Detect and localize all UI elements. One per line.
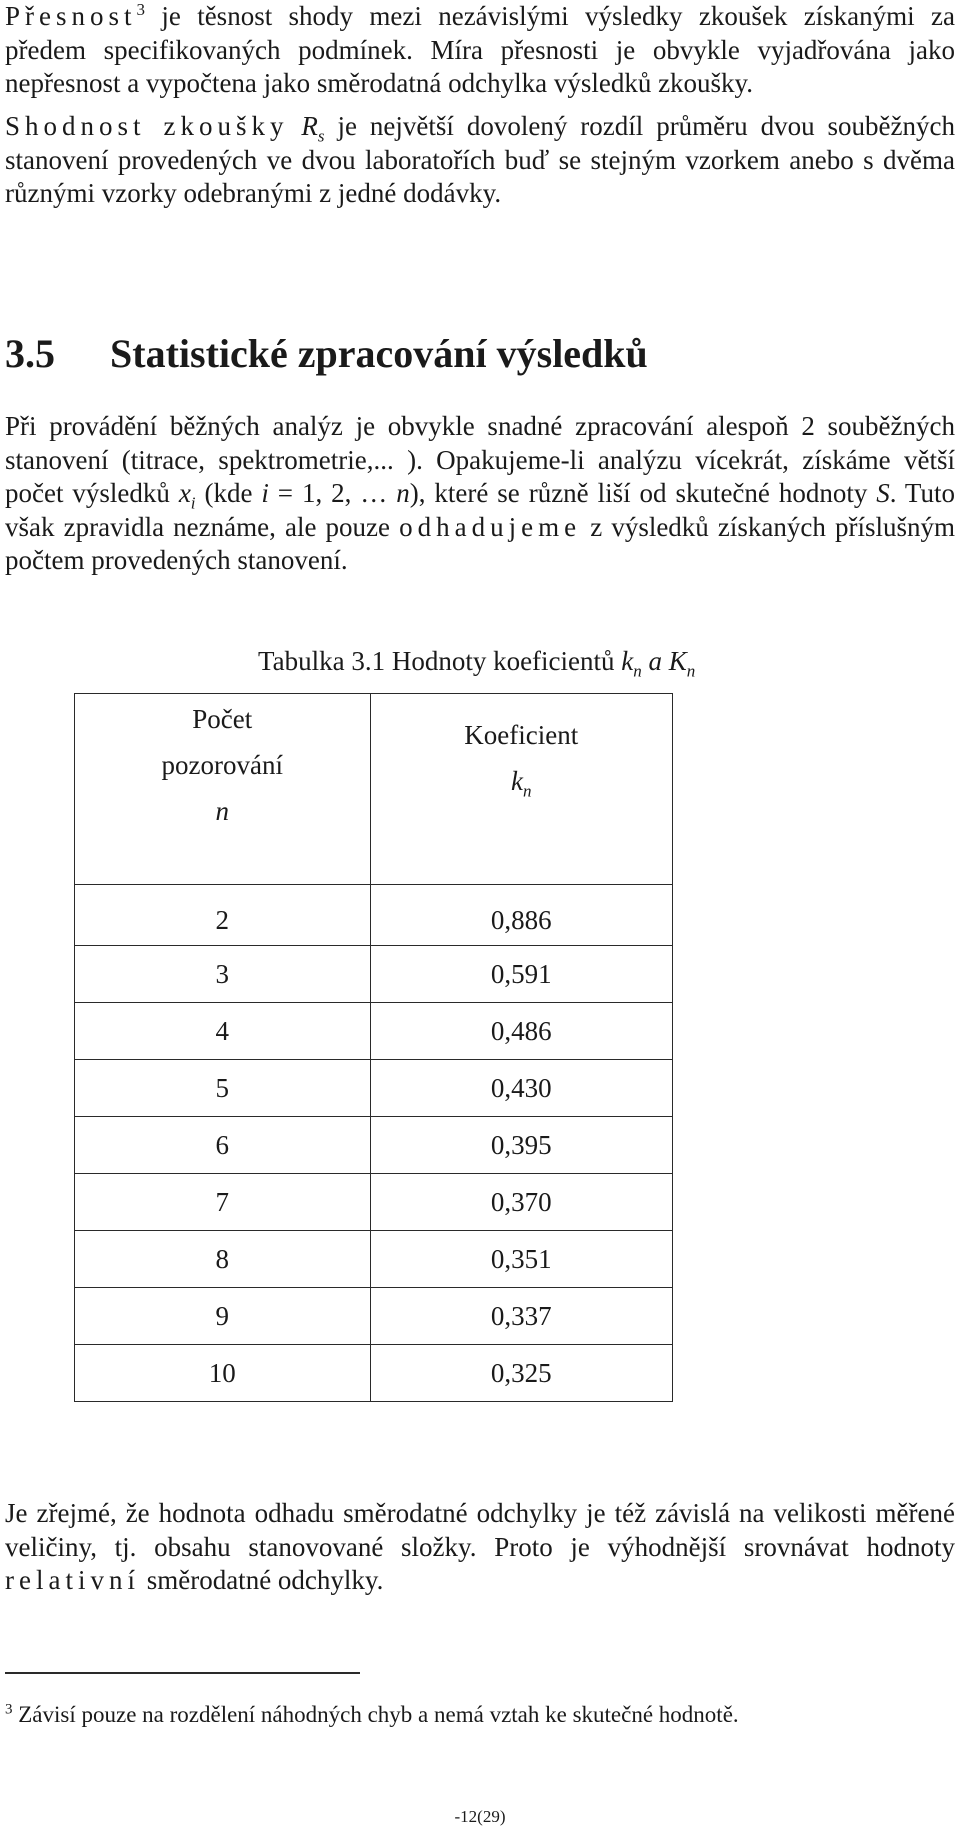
cell-kn: 0,337 [370, 1288, 672, 1345]
spaced-word: odhadujeme [399, 511, 582, 542]
symbol-r: R [301, 111, 318, 141]
table-header-row [75, 694, 673, 885]
cell-n: 6 [75, 1117, 371, 1174]
cell-kn: 0,486 [370, 1003, 672, 1060]
table-row [75, 1345, 673, 1402]
coefficients-table [74, 693, 673, 1402]
table-row [75, 1003, 673, 1060]
term-precision: Přesnost [5, 1, 137, 31]
text-run: z výsledků získaných příslušným počtem provedených stanovení. [5, 511, 956, 575]
term-reproducibility: Shodnost zkoušky [5, 111, 289, 141]
footnote [5, 1700, 739, 1730]
header-line: pozorování [161, 750, 283, 780]
symbol-x: x [178, 478, 191, 508]
table-row [75, 946, 673, 1003]
caption-and: a [641, 646, 669, 676]
cell-kn: 0,430 [370, 1060, 672, 1117]
cell-n: 9 [75, 1288, 371, 1345]
paragraph-reproducibility [5, 110, 955, 211]
header-coefficient [370, 694, 672, 885]
section-number: 3.5 [5, 331, 55, 376]
text-run: = 1, 2, … [268, 478, 397, 508]
text-run: směrodatné odchylky. [139, 1565, 384, 1595]
symbol-i: i [261, 478, 269, 508]
paragraph-precision [5, 0, 955, 101]
paragraph-text: je těsnost shody mezi nezávislými výsledky zkoušek získanými za předem specifikovaných podmínek. Míra přesnosti je obvykle vyjadřována jako nepřesnost a vypočtena jako směrodatná odchylka výsledků zkoušky. [5, 1, 955, 98]
header-line: Koeficient [464, 720, 579, 750]
cell-n: 10 [75, 1345, 371, 1402]
cell-kn: 0,886 [370, 885, 672, 946]
cell-kn: 0,325 [370, 1345, 672, 1402]
table-row [75, 885, 673, 946]
cell-n: 2 [75, 885, 371, 946]
footnote-text: Závisí pouze na rozdělení náhodných chyb a nemá vztah ke skutečné hodnotě. [18, 1702, 739, 1727]
text-run: Je zřejmé, že hodnota odhadu směrodatné odchylky je též závislá na velikosti měřené veličiny, tj. obsahu stanovované složky. Proto je výhodnější srovnávat hodnoty [5, 1498, 955, 1562]
cell-n: 8 [75, 1231, 371, 1288]
cell-kn: 0,351 [370, 1231, 672, 1288]
text-run: ), které se různě liší od skutečné hodnoty [409, 478, 877, 508]
header-line: Počet [192, 704, 253, 734]
cell-kn: 0,370 [370, 1174, 672, 1231]
page-number: -12(29) [454, 1807, 506, 1826]
text-run: . Tuto však zpravidla neznáme, ale pouze [5, 478, 955, 542]
cell-n: 5 [75, 1060, 371, 1117]
footnote-ref[interactable]: 3 [136, 0, 146, 19]
table-row [75, 1288, 673, 1345]
header-observations [75, 694, 371, 885]
text-run: Při provádění běžných analýz je obvykle snadné zpracování alespoň 2 souběžných stanovení (titrace, spektrometrie,... ). Opakujeme-li analýzu vícekrát, získáme větší počet výsledků [5, 411, 955, 508]
paragraph-relative-deviation [5, 1497, 955, 1598]
cell-kn: 0,395 [370, 1117, 672, 1174]
caption-text: Tabulka 3.1 Hodnoty koeficientů [258, 646, 622, 676]
paragraph-statistics [5, 410, 955, 578]
header-symbol-n: n [215, 796, 230, 826]
table-row [75, 1117, 673, 1174]
table-caption [258, 645, 696, 681]
symbol-s: S [876, 478, 890, 508]
table-row [75, 1174, 673, 1231]
section-title: Statistické zpracování výsledků [110, 331, 648, 376]
cell-kn: 0,591 [370, 946, 672, 1003]
section-heading [5, 330, 648, 378]
cell-n: 4 [75, 1003, 371, 1060]
paragraph-text: je největší dovolený rozdíl průměru dvou souběžných stanovení provedených ve dvou laboratořích buď se stejným vzorkem anebo s dvěma různými vzorky odebranými z jedné dodávky. [5, 111, 956, 208]
cell-n: 7 [75, 1174, 371, 1231]
footnote-number: 3 [5, 1701, 13, 1718]
cell-n: 3 [75, 946, 371, 1003]
caption-k-sub: n [633, 661, 642, 681]
table-row [75, 1231, 673, 1288]
caption-k: k [621, 646, 634, 676]
header-symbol-k-sub: n [523, 781, 532, 801]
symbol-r-sub: s [317, 126, 325, 146]
text-run: (kde [195, 478, 262, 508]
symbol-n: n [396, 478, 410, 508]
table-row [75, 1060, 673, 1117]
caption-big-k: K [668, 646, 687, 676]
footnote-separator [5, 1672, 360, 1674]
header-symbol-k: k [511, 766, 524, 796]
caption-big-k-sub: n [686, 661, 696, 681]
symbol-x-sub: i [190, 493, 196, 513]
spaced-word: relativní [5, 1565, 140, 1595]
